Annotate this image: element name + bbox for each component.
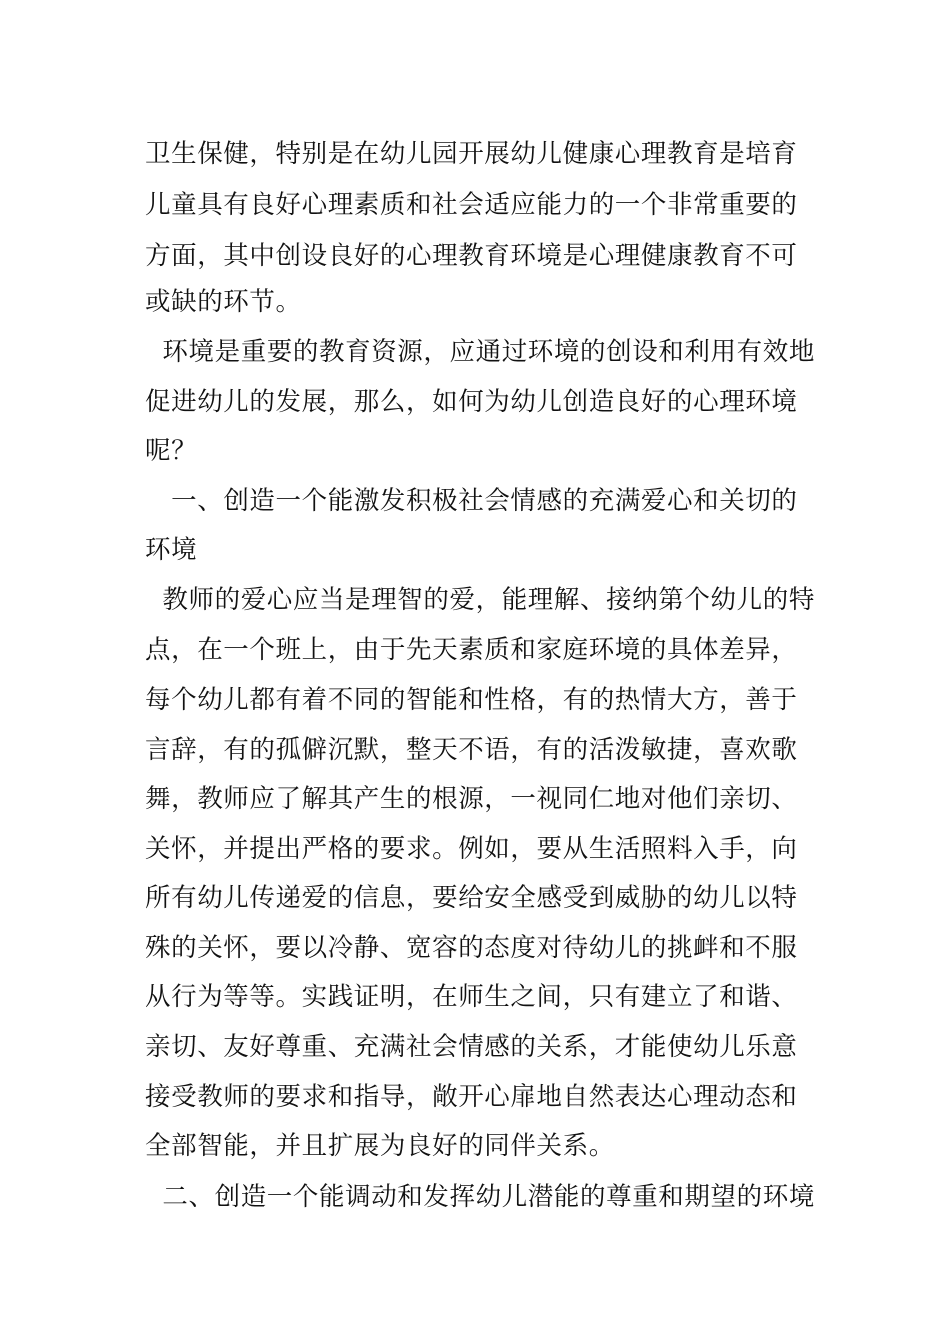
text-line: 儿童具有良好心理素质和社会适应能力的一个非常重要的 — [145, 190, 798, 220]
text-line: 亲切、友好尊重、充满社会情感的关系，才能使幼儿乐意 — [145, 1032, 798, 1062]
text-line: 舞，教师应了解其产生的根源，一视同仁地对他们亲切、 — [145, 784, 798, 814]
section-heading: 二、创造一个能调动和发挥幼儿潜能的尊重和期望的环境 — [145, 1182, 815, 1212]
section-heading: 一、创造一个能激发积极社会情感的充满爱心和关切的 — [145, 486, 798, 516]
text-line: 呢？ — [145, 436, 198, 466]
text-line: 殊的关怀，要以冷静、宽容的态度对待幼儿的挑衅和不服 — [145, 933, 798, 963]
text-line: 促进幼儿的发展，那么，如何为幼儿创造良好的心理环境 — [145, 387, 798, 417]
text-line: 环境是重要的教育资源，应通过环境的创设和利用有效地 — [145, 337, 815, 367]
text-line: 接受教师的要求和指导，敞开心扉地自然表达心理动态和 — [145, 1082, 798, 1112]
text-line: 卫生保健，特别是在幼儿园开展幼儿健康心理教育是培育 — [145, 139, 798, 169]
text-line: 从行为等等。实践证明，在师生之间，只有建立了和谐、 — [145, 982, 798, 1012]
text-line: 教师的爱心应当是理智的爱，能理解、接纳第个幼儿的特 — [145, 585, 815, 615]
text-line: 关怀，并提出严格的要求。例如，要从生活照料入手，向 — [145, 834, 798, 864]
text-line: 点，在一个班上，由于先天素质和家庭环境的具体差异， — [145, 635, 798, 665]
text-line: 所有幼儿传递爱的信息，要给安全感受到威胁的幼儿以特 — [145, 883, 798, 913]
section-heading: 环境 — [145, 535, 198, 565]
text-line: 言辞，有的孤僻沉默，整天不语，有的活泼敏捷，喜欢歌 — [145, 735, 798, 765]
text-line: 每个幼儿都有着不同的智能和性格，有的热情大方，善于 — [145, 685, 798, 715]
text-line: 全部智能，并且扩展为良好的同伴关系。 — [145, 1131, 615, 1161]
text-line: 或缺的环节。 — [145, 287, 302, 317]
text-line: 方面，其中创设良好的心理教育环境是心理健康教育不可 — [145, 241, 798, 271]
